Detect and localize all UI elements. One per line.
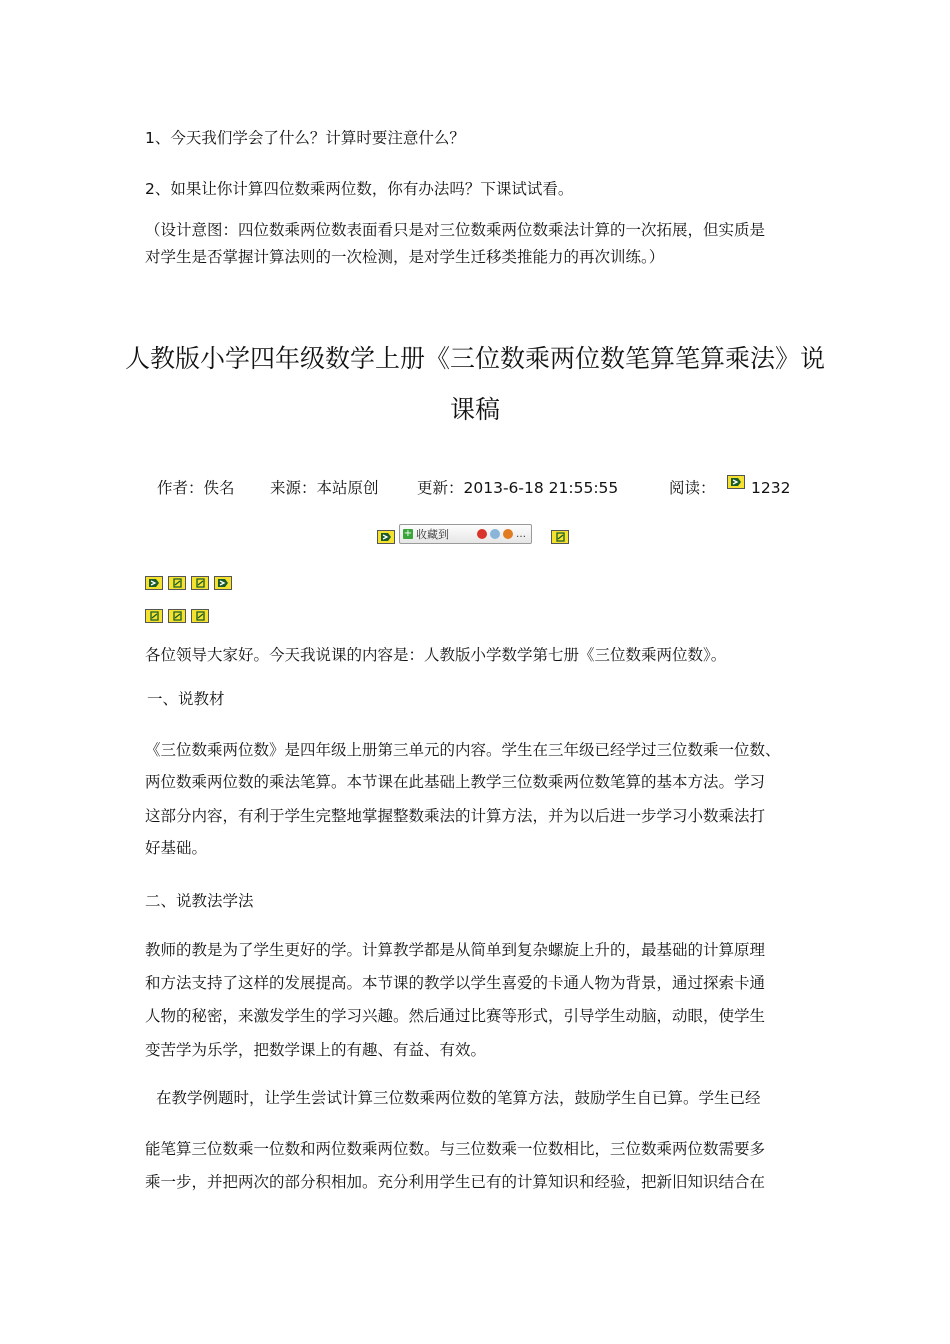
article-source: 来源：本站原创 [270,479,379,497]
broken-image-icon [145,609,163,623]
broken-image-icon [168,609,186,623]
article-author: 作者：佚名 [157,479,235,497]
article-reads-count: 1232 [751,479,791,497]
textbook-line-3: 这部分内容，有利于学生完整地掌握整数乘法的计算方法，并为以后进一步学习小数乘法打 [145,807,766,825]
favorites-label: 收藏到 [416,528,449,541]
broken-image-icon [727,475,745,489]
design-intent-line-2: 对学生是否掌握计算法则的一次检测，是对学生迁移类推能力的再次训练。） [145,248,665,266]
example-line-2: 乘一步，并把两次的部分积相加。充分利用学生已有的计算知识和经验，把新旧知识结合在 [145,1173,766,1191]
broken-image-icon [214,576,232,590]
broken-image-icon [145,576,163,590]
example-intro: 在教学例题时，让学生尝试计算三位数乘两位数的笔算方法，鼓励学生自已算。学生已经 [156,1089,761,1107]
methods-line-4: 变苦学为乐学，把数学课上的有趣、有益、有效。 [145,1041,487,1059]
textbook-line-4: 好基础。 [145,839,208,857]
plus-icon: + [403,528,413,539]
share-bookmark-icon [503,529,513,539]
article-title-line-2: 课稿 [449,395,500,424]
greeting-paragraph: 各位领导大家好。今天我说课的内容是：人教版小学数学第七册《三位数乘两位数》。 [145,646,727,664]
broken-image-icon [551,530,569,544]
methods-line-2: 和方法支持了这样的发展提高。本节课的教学以学生喜爱的卡通人物为背景，通过探索卡通 [145,974,766,992]
add-to-favorites-button[interactable] [399,524,532,544]
section-heading-methods: 二、说教法学法 [145,892,254,910]
broken-image-icon [191,576,209,590]
weibo-icon [477,529,487,539]
more-icon: … [516,528,526,540]
summary-question-1: 1、今天我们学会了什么？计算时要注意什么？ [145,129,465,147]
methods-line-1: 教师的教是为了学生更好的学。计算教学都是从简单到复杂螺旋上升的，最基础的计算原理 [145,941,766,959]
share-circle-icon [490,529,500,539]
example-line-1: 能笔算三位数乘一位数和两位数乘两位数。与三位数乘一位数相比，三位数乘两位数需要多 [145,1140,766,1158]
broken-image-icon [191,609,209,623]
design-intent-line-1: （设计意图：四位数乘两位数表面看只是对三位数乘两位数乘法计算的一次拓展，但实质是 [145,221,766,239]
broken-image-icon [377,530,395,544]
article-updated: 更新：2013-6-18 21:55:55 [417,479,619,497]
methods-line-3: 人物的秘密，来激发学生的学习兴趣。然后通过比赛等形式，引导学生动脑，动眼，使学生 [145,1007,766,1025]
textbook-line-1: 《三位数乘两位数》是四年级上册第三单元的内容。学生在三年级已经学过三位数乘一位数、 [145,741,781,759]
article-title-line-1: 人教版小学四年级数学上册《三位数乘两位数笔算笔算乘法》说 [124,344,825,373]
article-reads-label: 阅读： [669,479,716,497]
summary-question-2: 2、如果让你计算四位数乘两位数，你有办法吗？下课试试看。 [145,180,574,198]
section-heading-textbook: 一、说教材 [147,690,225,708]
textbook-line-2: 两位数乘两位数的乘法笔算。本节课在此基础上教学三位数乘两位数笔算的基本方法。学习 [145,773,766,791]
broken-image-icon [168,576,186,590]
